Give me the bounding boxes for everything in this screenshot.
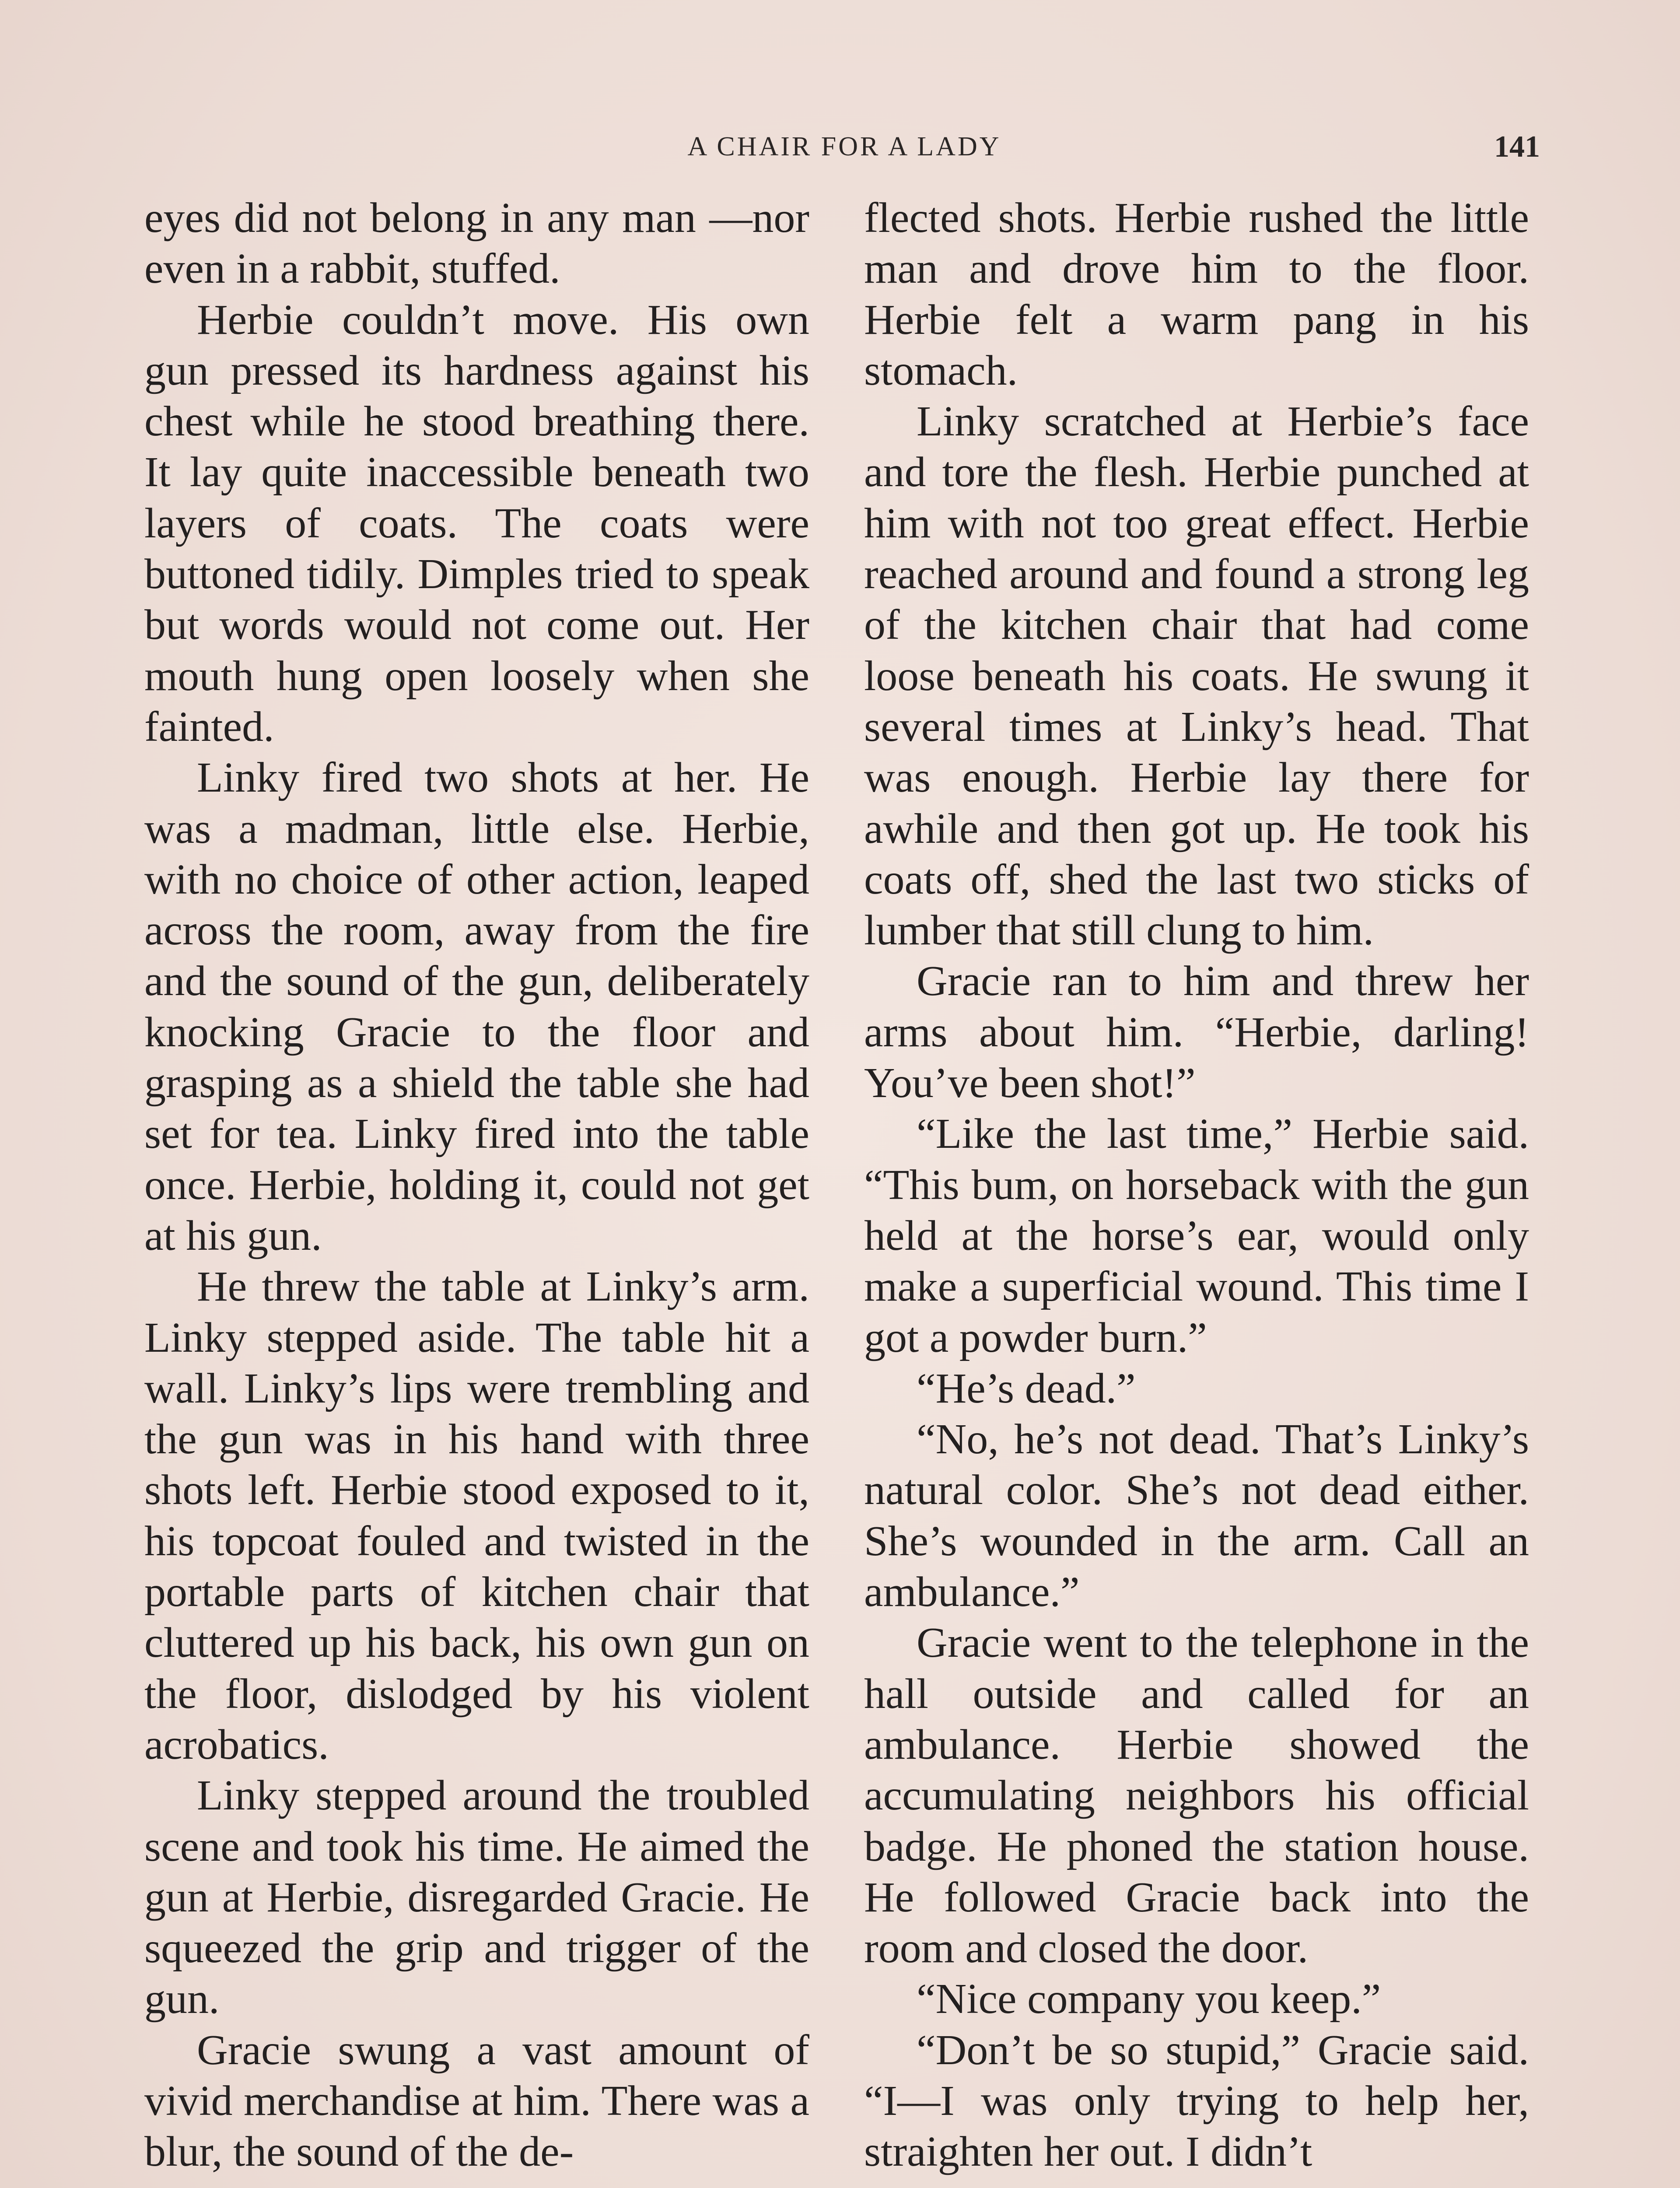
paragraph: “Don’t be so stupid,” Gracie said. “I—I was only trying to help her, straighten her out. I didn’t bbox=[864, 2026, 1529, 2176]
paragraph: Gracie swung a vast amount of vivid merchandise at him. There was a blur, the sound of the de- bbox=[144, 2026, 809, 2176]
paragraph: Gracie ran to him and threw her arms about him. “Herbie, darling! You’ve been shot!” bbox=[864, 957, 1529, 1107]
paragraph: He threw the table at Linky’s arm. Linky stepped aside. The table hit a wall. Linky’s lips were trembling and the gun was in his hand with three shots left. Herbie stood exposed to it, his topcoat fouled and twisted in the portable parts of kitchen chair that cluttered up his back, his own gun on the floor, dislodged by his violent acrobatics. bbox=[144, 1263, 809, 1768]
paragraph: Herbie couldn’t move. His own gun pressed its hardness against his chest while he stood breathing there. It lay quite inaccessible beneath two layers of coats. The coats were buttoned tidily. Dimples tried to speak but words would not come out. Her mouth hung open loosely when she fainted. bbox=[144, 296, 809, 750]
running-title: A CHAIR FOR A LADY bbox=[687, 132, 1001, 161]
paragraph: “He’s dead.” bbox=[917, 1364, 1136, 1412]
page-number: 141 bbox=[1494, 130, 1540, 164]
paragraph: “Nice company you keep.” bbox=[917, 1975, 1381, 2023]
right-text-column bbox=[864, 193, 1529, 2177]
paragraph: Gracie went to the telephone in the hall outside and called for an ambulance. Herbie showed the accumulating neighbors his official badge. He phoned the station house. He followed Gracie back into the room and closed the door. bbox=[864, 1619, 1529, 1972]
left-text-column bbox=[144, 193, 809, 2177]
paragraph: Linky fired two shots at her. He was a madman, little else. Herbie, with no choice of other action, leaped across the room, away from the fire and the sound of the gun, deliberately knocking Gracie to the floor and grasping as a shield the table she had set for tea. Linky fired into the table once. Herbie, holding it, could not get at his gun. bbox=[144, 754, 809, 1259]
paragraph: flected shots. Herbie rushed the little man and drove him to the floor. Herbie felt a warm pang in his stomach. bbox=[864, 194, 1529, 394]
paragraph: “No, he’s not dead. That’s Linky’s natural color. She’s not dead either. She’s wounded in the arm. Call an ambulance.” bbox=[864, 1416, 1529, 1616]
paragraph: “Like the last time,” Herbie said. “This bum, on horseback with the gun held at the horse’s ear, would only make a superficial wound. This time I got a powder burn.” bbox=[864, 1110, 1529, 1361]
paragraph: Linky scratched at Herbie’s face and tore the flesh. Herbie punched at him with not too great effect. Herbie reached around and found a strong leg of the kitchen chair that had come loose beneath his coats. He swung it several times at Linky’s head. That was enough. Herbie lay there for awhile and then got up. He took his coats off, shed the last two sticks of lumber that still clung to him. bbox=[864, 398, 1529, 954]
paragraph: Linky stepped around the troubled scene and took his time. He aimed the gun at Herbie, disregarded Gracie. He squeezed the grip and trigger of the gun. bbox=[144, 1772, 809, 2023]
paragraph: eyes did not belong in any man —nor even in a rabbit, stuffed. bbox=[144, 194, 809, 293]
